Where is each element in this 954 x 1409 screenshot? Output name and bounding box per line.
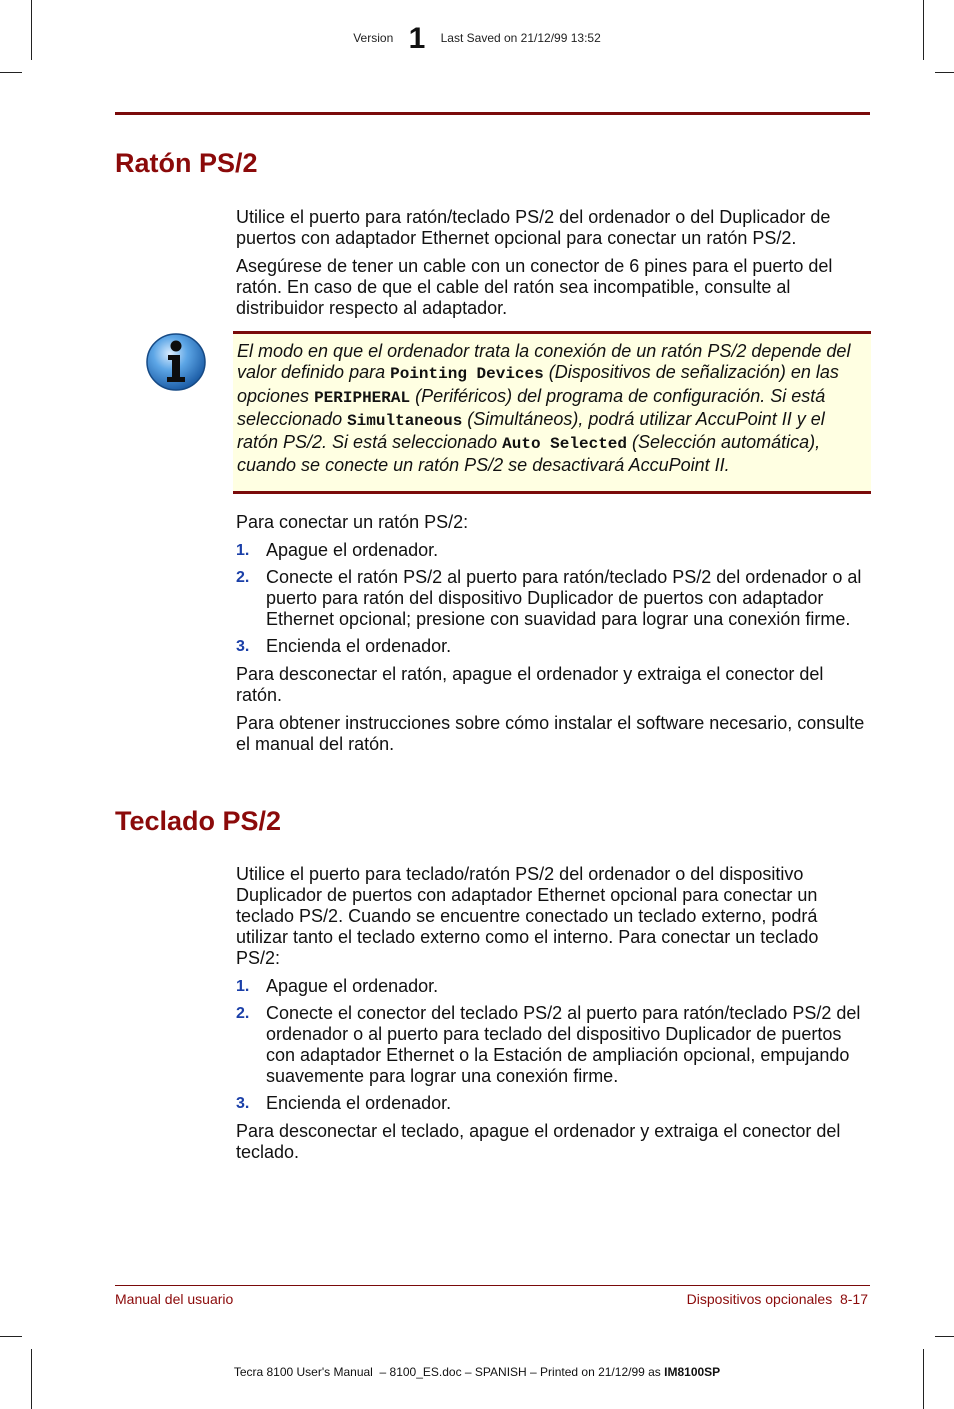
code-simultaneous: Simultaneous bbox=[347, 411, 463, 430]
step-number: 1. bbox=[236, 542, 250, 559]
info-icon bbox=[145, 332, 207, 392]
print-info-text: Tecra 8100 User's Manual – 8100_ES.doc – SPANISH – Printed on 21/12/99 as bbox=[233, 1365, 665, 1379]
steps-lead: Para conectar un ratón PS/2: bbox=[236, 512, 469, 532]
list-item bbox=[236, 540, 866, 561]
step-number: 2. bbox=[236, 569, 250, 586]
crop-mark bbox=[923, 1349, 924, 1409]
paragraph: Utilice el puerto para ratón/teclado PS/2 del ordenador o del Duplicador de puertos con adaptador Ethernet opcional para conectar un ratón PS/2. bbox=[236, 207, 831, 248]
list-item bbox=[236, 1003, 866, 1087]
crop-mark bbox=[0, 1336, 22, 1337]
step-number: 3. bbox=[236, 1095, 250, 1112]
section-title-teclado: Teclado PS/2 bbox=[115, 806, 282, 836]
step-number: 1. bbox=[236, 978, 250, 995]
step-number: 3. bbox=[236, 638, 250, 655]
crop-mark bbox=[935, 1336, 954, 1337]
paragraph: Para desconectar el ratón, apague el ordenador y extraiga el conector del ratón. bbox=[236, 664, 824, 705]
footer-divider bbox=[115, 1285, 870, 1286]
step-text: Conecte el conector del teclado PS/2 al puerto para ratón/teclado PS/2 del ordenador o al puerto para teclado del dispositivo Duplicador de puertos con adaptador Ethernet o la Estación de ampliación opcional, empujando suavemente para lograr una conexión firme. bbox=[266, 1003, 861, 1086]
top-divider bbox=[115, 112, 870, 115]
step-text: Apague el ordenador. bbox=[266, 540, 439, 560]
paragraph: Para obtener instrucciones sobre cómo instalar el software necesario, consulte el manual del ratón. bbox=[236, 713, 865, 754]
code-peripheral: PERIPHERAL bbox=[314, 388, 411, 407]
step-list bbox=[236, 976, 866, 1114]
footer-manual-title: Manual del usuario bbox=[115, 1291, 234, 1307]
section-raton-intro bbox=[236, 207, 866, 326]
section-title-raton: Ratón PS/2 bbox=[115, 148, 258, 178]
info-note: El modo en que el ordenador trata la conexión de un ratón PS/2 depende del valor definido para Pointing Devices (Dispositivos de señalización) en las opciones PERIPHERAL (Periféricos) del programa de configuración. Si está seleccionado Simultaneous (Simultáneos), podrá utilizar AccuPoint II y el ratón PS/2. Si está seleccionado Auto Selected (Selección automática), cuando se conecte un ratón PS/2 se desactivará AccuPoint II. bbox=[233, 331, 871, 494]
document-version-header bbox=[0, 22, 954, 56]
list-item bbox=[236, 636, 866, 657]
footer-page-ref: Dispositivos opcionales 8-17 bbox=[686, 1291, 868, 1307]
paragraph: Asegúrese de tener un cable con un conector de 6 pines para el puerto del ratón. En caso de que el cable del ratón sea incompatible, consulte al distribuidor respecto al adaptador. bbox=[236, 256, 833, 318]
paragraph: Utilice el puerto para teclado/ratón PS/2 del ordenador o del dispositivo Duplicador de puertos con adaptador Ethernet opcional para conectar un teclado PS/2. Cuando se encuentre conectado un teclado externo, podrá utilizar tanto el teclado externo como el interno. Para conectar un teclado PS/2: bbox=[236, 864, 819, 968]
step-number: 2. bbox=[236, 1005, 250, 1022]
step-text: Encienda el ordenador. bbox=[266, 1093, 452, 1113]
version-number: 1 bbox=[408, 22, 426, 55]
print-info bbox=[0, 1365, 954, 1379]
crop-mark bbox=[935, 72, 954, 73]
paragraph: Para desconectar el teclado, apague el ordenador y extraiga el conector del teclado. bbox=[236, 1121, 841, 1162]
section-teclado bbox=[236, 864, 866, 1170]
list-item bbox=[236, 567, 866, 630]
last-saved-text: Last Saved on 21/12/99 13:52 bbox=[440, 31, 601, 45]
list-item bbox=[236, 1093, 866, 1114]
step-list bbox=[236, 540, 866, 657]
version-label: Version bbox=[353, 31, 394, 45]
step-text: Conecte el ratón PS/2 al puerto para ratón/teclado PS/2 del ordenador o al puerto para ratón del dispositivo Duplicador de puertos con adaptador Ethernet opcional; presione con suavidad para lograr una conexión firme. bbox=[266, 567, 862, 629]
list-item bbox=[236, 976, 866, 997]
step-text: Encienda el ordenador. bbox=[266, 636, 452, 656]
crop-mark bbox=[31, 1349, 32, 1409]
code-pointing-devices: Pointing Devices bbox=[390, 365, 544, 384]
step-text: Apague el ordenador. bbox=[266, 976, 439, 996]
crop-mark bbox=[0, 72, 22, 73]
print-info-code: IM8100SP bbox=[664, 1365, 721, 1379]
code-auto-selected: Auto Selected bbox=[502, 435, 627, 454]
section-raton-steps bbox=[236, 512, 866, 762]
